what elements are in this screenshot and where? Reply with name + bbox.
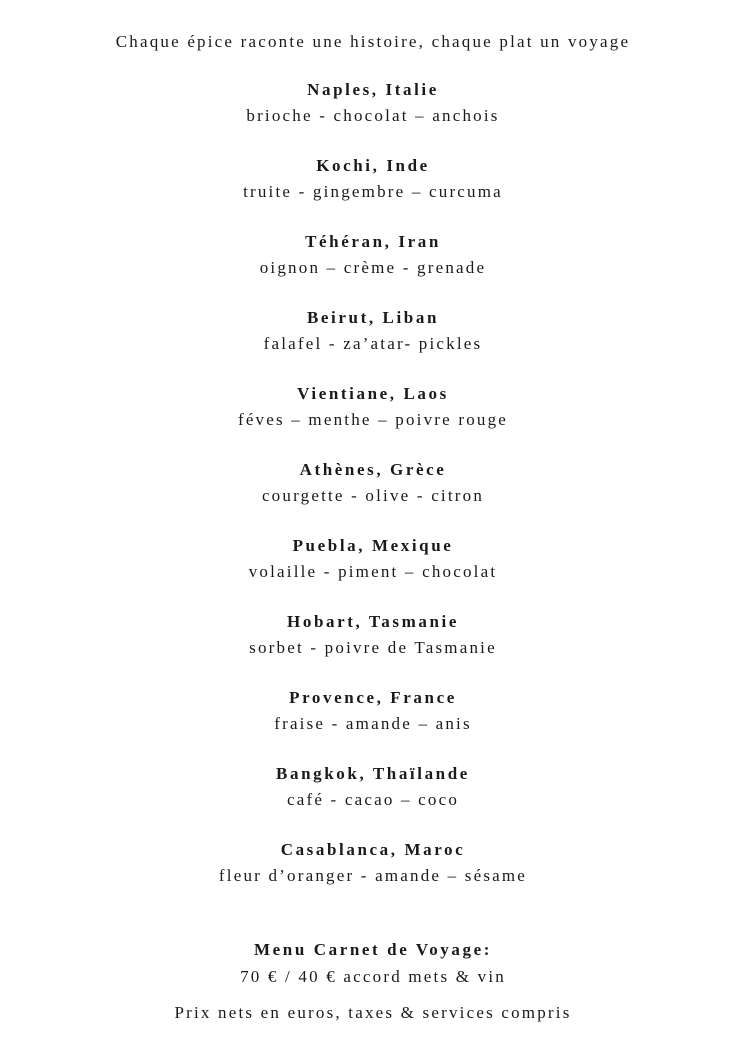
course-item <box>0 610 746 686</box>
course-item <box>0 686 746 762</box>
course-item <box>0 458 746 534</box>
course-description: féves – menthe – poivre rouge <box>237 410 509 429</box>
course-title: Provence, France <box>289 688 457 707</box>
course-title: Kochi, Inde <box>316 156 430 175</box>
course-item <box>0 382 746 458</box>
course-description: truite - gingembre – curcuma <box>243 182 503 201</box>
course-description: falafel - za’atar- pickles <box>263 334 483 353</box>
course-description: sorbet - poivre de Tasmanie <box>249 638 497 657</box>
course-title: Casablanca, Maroc <box>280 840 466 859</box>
course-description: café - cacao – coco <box>286 790 460 809</box>
course-description: fleur d’oranger - amande – sésame <box>218 866 528 885</box>
prices-note: Prix nets en euros, taxes & services compris <box>174 1003 572 1022</box>
menu-price: 70 € / 40 € accord mets & vin <box>240 967 506 986</box>
course-item <box>0 230 746 306</box>
course-title: Hobart, Tasmanie <box>287 612 459 631</box>
course-title: Vientiane, Laos <box>297 384 449 403</box>
course-title: Beirut, Liban <box>306 308 440 327</box>
course-description: volaille - piment – chocolat <box>248 562 498 581</box>
course-title: Téhéran, Iran <box>305 232 441 251</box>
course-description: fraise - amande – anis <box>274 714 472 733</box>
course-title: Naples, Italie <box>307 80 439 99</box>
course-item <box>0 154 746 230</box>
course-description: courgette - olive - citron <box>261 486 485 505</box>
course-item <box>0 534 746 610</box>
course-title: Puebla, Mexique <box>292 536 454 555</box>
course-title: Athènes, Grèce <box>299 460 447 479</box>
course-description: oignon – crème - grenade <box>259 258 487 277</box>
course-item <box>0 306 746 382</box>
course-item <box>0 838 746 914</box>
course-title: Bangkok, Thaïlande <box>276 764 470 783</box>
course-item <box>0 78 746 154</box>
menu-title: Menu Carnet de Voyage: <box>253 940 493 959</box>
course-list <box>0 78 746 914</box>
course-description: brioche - chocolat – anchois <box>246 106 500 125</box>
course-item <box>0 762 746 838</box>
tagline: Chaque épice raconte une histoire, chaque plat un voyage <box>115 32 631 51</box>
